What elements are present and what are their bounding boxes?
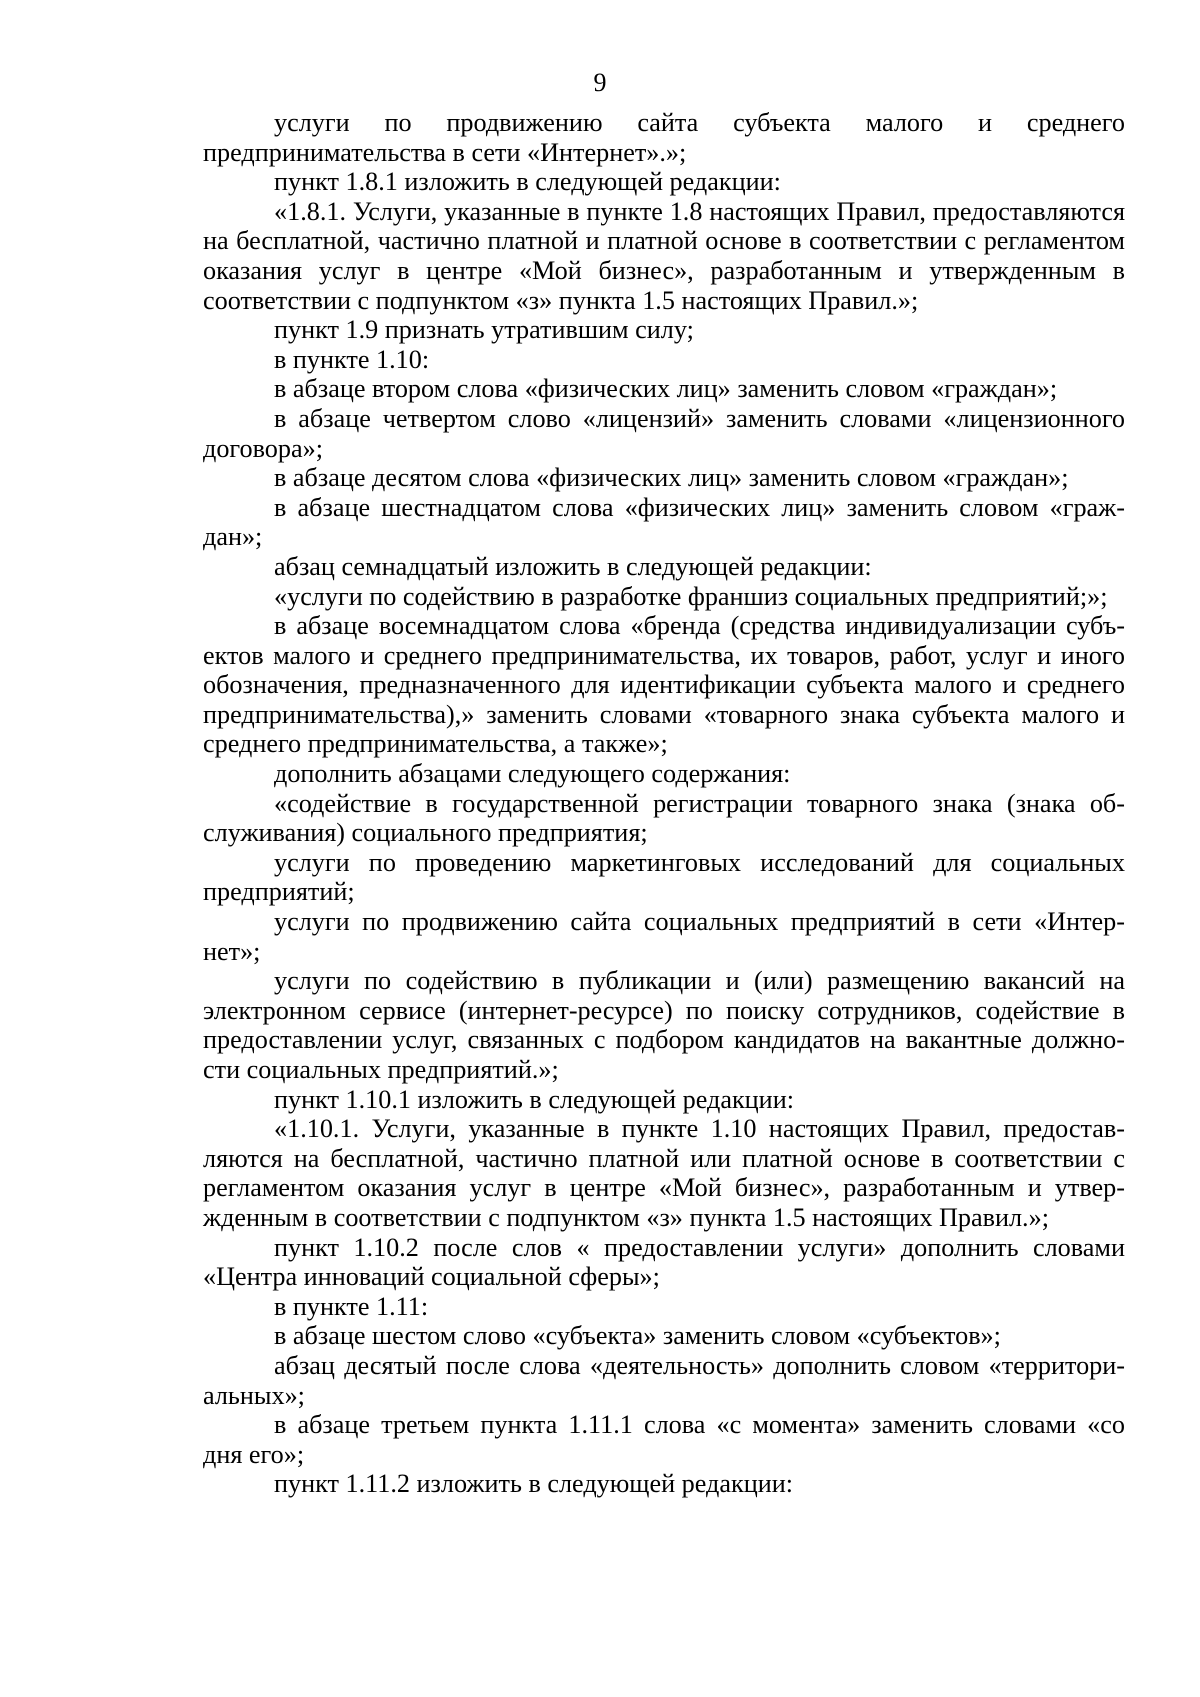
paragraph: в пункте 1.10:	[274, 344, 430, 374]
paragraph: «услуги по содействию в разработке франшиз социальных предприятий;»;	[274, 581, 1108, 611]
paragraph: в пункте 1.11:	[274, 1291, 429, 1321]
paragraph: услуги по продвижению сайта субъекта малого и среднего предпринимательства в сети «Интернет».»;	[203, 108, 1125, 167]
document-body	[203, 108, 1125, 1499]
paragraph: в абзаце четвертом слово «лицензий» заменить словами «лицензионного договора»;	[203, 403, 1125, 463]
paragraph: «содействие в государственной регистрации товарного знака (знака обслуживания) социального предприятия;	[203, 788, 1125, 848]
paragraph: «1.10.1. Услуги, указанные в пункте 1.10 настоящих Правил, предоставляются на бесплатной, частично платной или платной основе в соответствии с регламентом оказания услуг в центре «Мой бизнес», разработанным и утвержденным в соответствии с подпунктом «з» пункта 1.5 настоящих Правил.»;	[203, 1114, 1125, 1232]
paragraph: абзац семнадцатый изложить в следующей редакции:	[274, 551, 872, 581]
paragraph: услуги по содействию в публикации и (или) размещению вакансий на электронном сервисе (интернет-ресурсе) по поиску сотрудников, содействие в предоставлении услуг, связанных с подбором кандидатов на вакантные должности социальных предприятий.»;	[203, 966, 1125, 1084]
paragraph: в абзаце третьем пункта 1.11.1 слова «с момента» заменить словами «со дня его»;	[203, 1410, 1125, 1469]
paragraph: абзац десятый после слова «деятельность» дополнить словом «территориальных»;	[203, 1350, 1125, 1410]
paragraph: пункт 1.11.2 изложить в следующей редакции:	[274, 1469, 794, 1499]
paragraph: пункт 1.10.1 изложить в следующей редакции:	[274, 1084, 794, 1114]
paragraph: «1.8.1. Услуги, указанные в пункте 1.8 настоящих Правил, предоставляются на бесплатной, частично платной и платной основе в соответствии с регламентом оказания услуг в центре «Мой бизнес», разработанным и утвержденным в соответствии с подпунктом «з» пункта 1.5 настоящих Правил.»;	[203, 196, 1125, 315]
paragraph: в абзаце десятом слова «физических лиц» заменить словом «граждан»;	[274, 463, 1069, 493]
paragraph: в абзаце восемнадцатом слова «бренда (средства индивидуализации субъектов малого и среднего предпринимательства, их товаров, работ, услуг и иного обозначения, предназначенного для идентификации субъекта малого и среднего предпринимательства),» заменить словами «товарного знака субъекта малого и среднего предпринимательства, а также»;	[203, 611, 1125, 759]
paragraph: пункт 1.9 признать утратившим силу;	[274, 315, 694, 345]
paragraph: в абзаце шестом слово «субъекта» заменить словом «субъектов»;	[274, 1321, 1001, 1351]
paragraph: в абзаце втором слова «физических лиц» заменить словом «граждан»;	[274, 374, 1058, 404]
paragraph: в абзаце шестнадцатом слова «физических лиц» заменить словом «граждан»;	[203, 492, 1125, 552]
paragraph: дополнить абзацами следующего содержания:	[274, 759, 791, 789]
paragraph: услуги по продвижению сайта социальных предприятий в сети «Интернет»;	[203, 907, 1125, 966]
page-number: 9	[593, 68, 607, 97]
paragraph: услуги по проведению маркетинговых исследований для социальных предприятий;	[203, 847, 1125, 907]
paragraph: пункт 1.10.2 после слов « предоставлении услуги» дополнить словами «Центра инноваций социальной сферы»;	[203, 1232, 1125, 1292]
paragraph: пункт 1.8.1 изложить в следующей редакции:	[274, 167, 781, 197]
